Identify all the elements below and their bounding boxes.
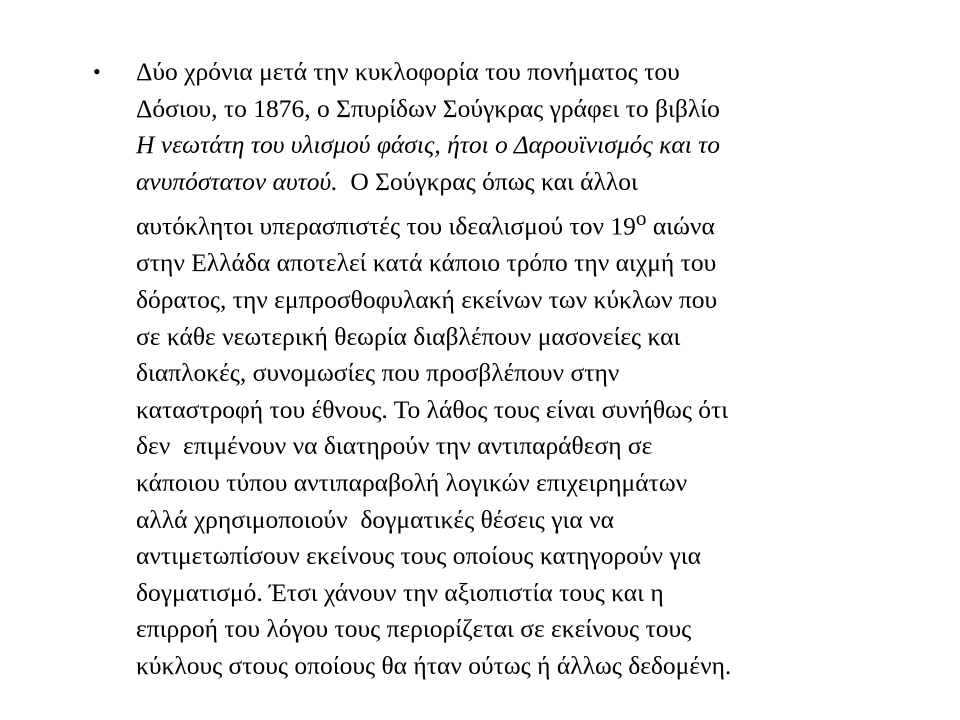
bullet-icon: • [93,59,101,84]
bullet-paragraph [136,54,923,685]
text-line-1: Δύο χρόνια μετά την κυκλοφορία του πονήματος του [136,57,680,86]
book-title-line: Η νεωτάτη του υλισμού φάσις, ήτοι ο Δαρουϊνισμός και το [136,130,721,160]
text-line-17: κύκλους στους οποίους θα ήταν ούτως ή άλλως δεδομένη. [136,651,732,680]
text-line-11: δεν επιμένουν να διατηρούν την αντιπαράθεση σε [136,431,653,461]
text-line-5 [136,200,923,245]
text-line-13: αλλά χρησιμοποιούν δογματικές θέσεις για να [136,504,615,534]
text-line-16: επιρροή του λόγου τους περιορίζεται σε εκείνους τους [136,614,692,644]
century-superscript: ο [635,206,647,231]
text-line-2: Δόσιου, το 1876, ο Σπυρίδων Σούγκρας γράφει το βιβλίο [136,93,720,123]
text-line-5-end: αιώνα [646,211,715,241]
text-line-8: σε κάθε νεωτερική θεωρία διαβλέπουν μασονείες και [136,321,681,351]
text-line-5-start: αυτόκλητοι υπερασπιστές του ιδεαλισμού τον 19 [136,211,636,241]
text-line-4-rest: Ο Σούγκρας όπως και άλλοι [337,166,638,196]
book-title-end: ανυπόστατον αυτού. [136,166,338,196]
text-line-14: αντιμετωπίσουν εκείνους τους οποίους κατηγορούν για [136,541,701,571]
text-line-7: δόρατος, την εμπροσθοφυλακή εκείνων των κύκλων που [136,285,718,315]
text-line-9: διαπλοκές, συνομωσίες που προσβλέπουν στην [136,358,620,388]
text-line-10: καταστροφή του έθνους. Το λάθος τους είναι συνήθως ότι [136,394,729,424]
text-line-6: στην Ελλάδα αποτελεί κατά κάποιο τρόπο την αιχμή του [136,248,717,278]
text-line-15: δογματισμό. Έτσι χάνουν την αξιοπιστία τους και η [136,577,664,607]
text-line-12: κάποιου τύπου αντιπαραβολή λογικών επιχειρημάτων [136,468,688,498]
bullet-item [93,54,923,685]
text-line-4 [136,164,923,201]
